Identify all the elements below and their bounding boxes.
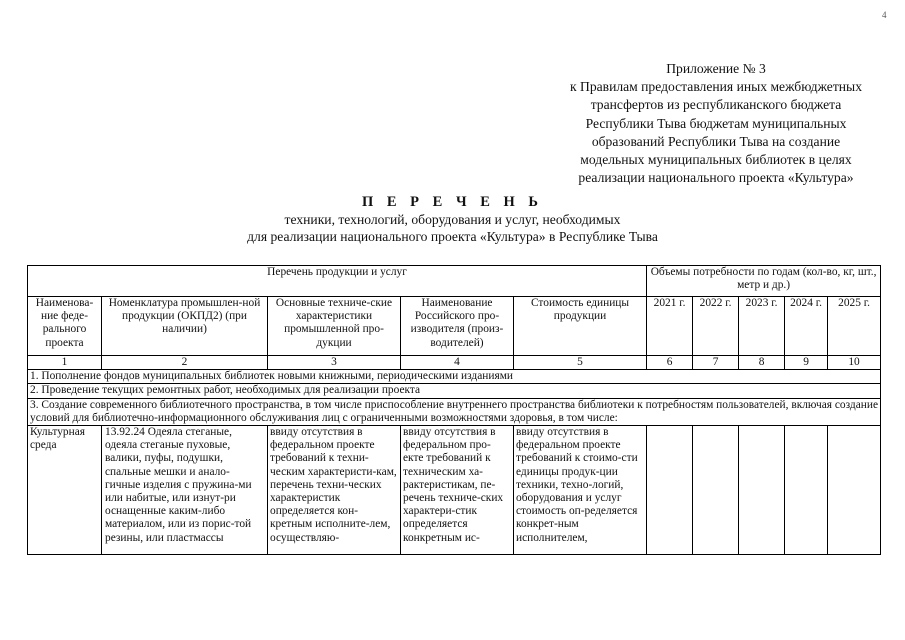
table-column-headers (28, 297, 881, 356)
cell-characteristics: ввиду отсутствия в федеральном проекте требований к техни-ческим характеристи-кам, перечень техни-ческих характеристик определяется кон-кретным исполните-лем, осуществляю- (268, 426, 401, 555)
column-header: Стоимость единицы продукции (514, 297, 647, 356)
column-number: 8 (739, 356, 785, 370)
table-group-header (28, 266, 881, 297)
appendix-line: реализации национального проекта «Культура» (578, 170, 854, 186)
cell-volume-2021 (647, 426, 693, 555)
column-number: 7 (693, 356, 739, 370)
cell-volume-2023 (739, 426, 785, 555)
column-header: 2025 г. (828, 297, 881, 356)
cell-cost: ввиду отсутствия в федеральном проекте требований к стоимо-сти единицы продук-ции техники, техно-логий, оборудования и услуг стоимость оп-ределяется конкрет-ным исполнителем, (514, 426, 647, 555)
cell-okpd: 13.92.24 Одеяла стеганые, одеяла стеганые пуховые, валики, пуфы, подушки, спальные мешки и анало-гичные изделия с пружина-ми или набитые, или изнут-ри оснащенные каким-либо материалом, или из порис-той резины, или пластмассы (102, 426, 268, 555)
cell-manufacturer: ввиду отсутствия в федеральном про-екте требований к техническим ха-рактеристикам, пе-речень техниче-ских характери-стик определяется конкретным ис- (401, 426, 514, 555)
cell-volume-2025 (828, 426, 881, 555)
column-number: 5 (514, 356, 647, 370)
document-title (0, 193, 905, 245)
appendix-line: трансфертов из республиканского бюджета (590, 97, 842, 113)
appendix-line: модельных муниципальных библиотек в целях (580, 152, 852, 168)
group-header-volumes: Объемы потребности по годам (кол-во, кг, шт., метр и др.) (647, 266, 881, 297)
column-number: 9 (785, 356, 828, 370)
column-number: 10 (828, 356, 881, 370)
page-mark: 4 (882, 10, 887, 20)
appendix-line: к Правилам предоставления иных межбюджетных (570, 79, 862, 95)
column-number: 6 (647, 356, 693, 370)
group-header-products: Перечень продукции и услуг (28, 266, 647, 297)
column-number: 1 (28, 356, 102, 370)
column-header: Номенклатура промышлен-ной продукции (ОКПД2) (при наличии) (102, 297, 268, 356)
column-header: Наименование Российского про-изводителя (произ-водителей) (401, 297, 514, 356)
section-title: 1. Пополнение фондов муниципальных библиотек новыми книжными, периодическими изданиями (28, 370, 881, 384)
column-number: 4 (401, 356, 514, 370)
section-title: 3. Создание современного библиотечного пространства, в том числе приспособление внутреннего пространства библиотеки к потребностям пользователей, включая создание условий для библиотечно-информационного обслуживания лиц с ограниченными возможностями здоровья, в том числе: (28, 398, 881, 425)
column-header: 2023 г. (739, 297, 785, 356)
cell-volume-2024 (785, 426, 828, 555)
section-row (28, 370, 881, 384)
appendix-header (500, 60, 905, 187)
column-header: Наименова-ние феде-рального проекта (28, 297, 102, 356)
title-line: техники, технологий, оборудования и услуг, необходимых (284, 212, 621, 227)
title-heading: П Е Р Е Ч Е Н Ь (361, 194, 544, 210)
appendix-line: образований Республики Тыва на создание (591, 133, 841, 149)
column-header: Основные техниче-ские характеристики промышленной про-дукции (268, 297, 401, 356)
cell-volume-2022 (693, 426, 739, 555)
products-table (27, 265, 881, 555)
column-header: 2022 г. (693, 297, 739, 356)
cell-project: Культурная среда (28, 426, 102, 555)
column-number-row (28, 356, 881, 370)
section-row (28, 384, 881, 398)
appendix-line: Республики Тыва бюджетам муниципальных (585, 115, 847, 131)
column-header: 2021 г. (647, 297, 693, 356)
table-row (28, 426, 881, 555)
appendix-line: Приложение № 3 (666, 61, 766, 76)
section-row (28, 398, 881, 425)
column-number: 3 (268, 356, 401, 370)
column-number: 2 (102, 356, 268, 370)
section-title: 2. Проведение текущих ремонтных работ, необходимых для реализации проекта (28, 384, 881, 398)
column-header: 2024 г. (785, 297, 828, 356)
title-line: для реализации национального проекта «Культура» в Республике Тыва (247, 229, 658, 244)
